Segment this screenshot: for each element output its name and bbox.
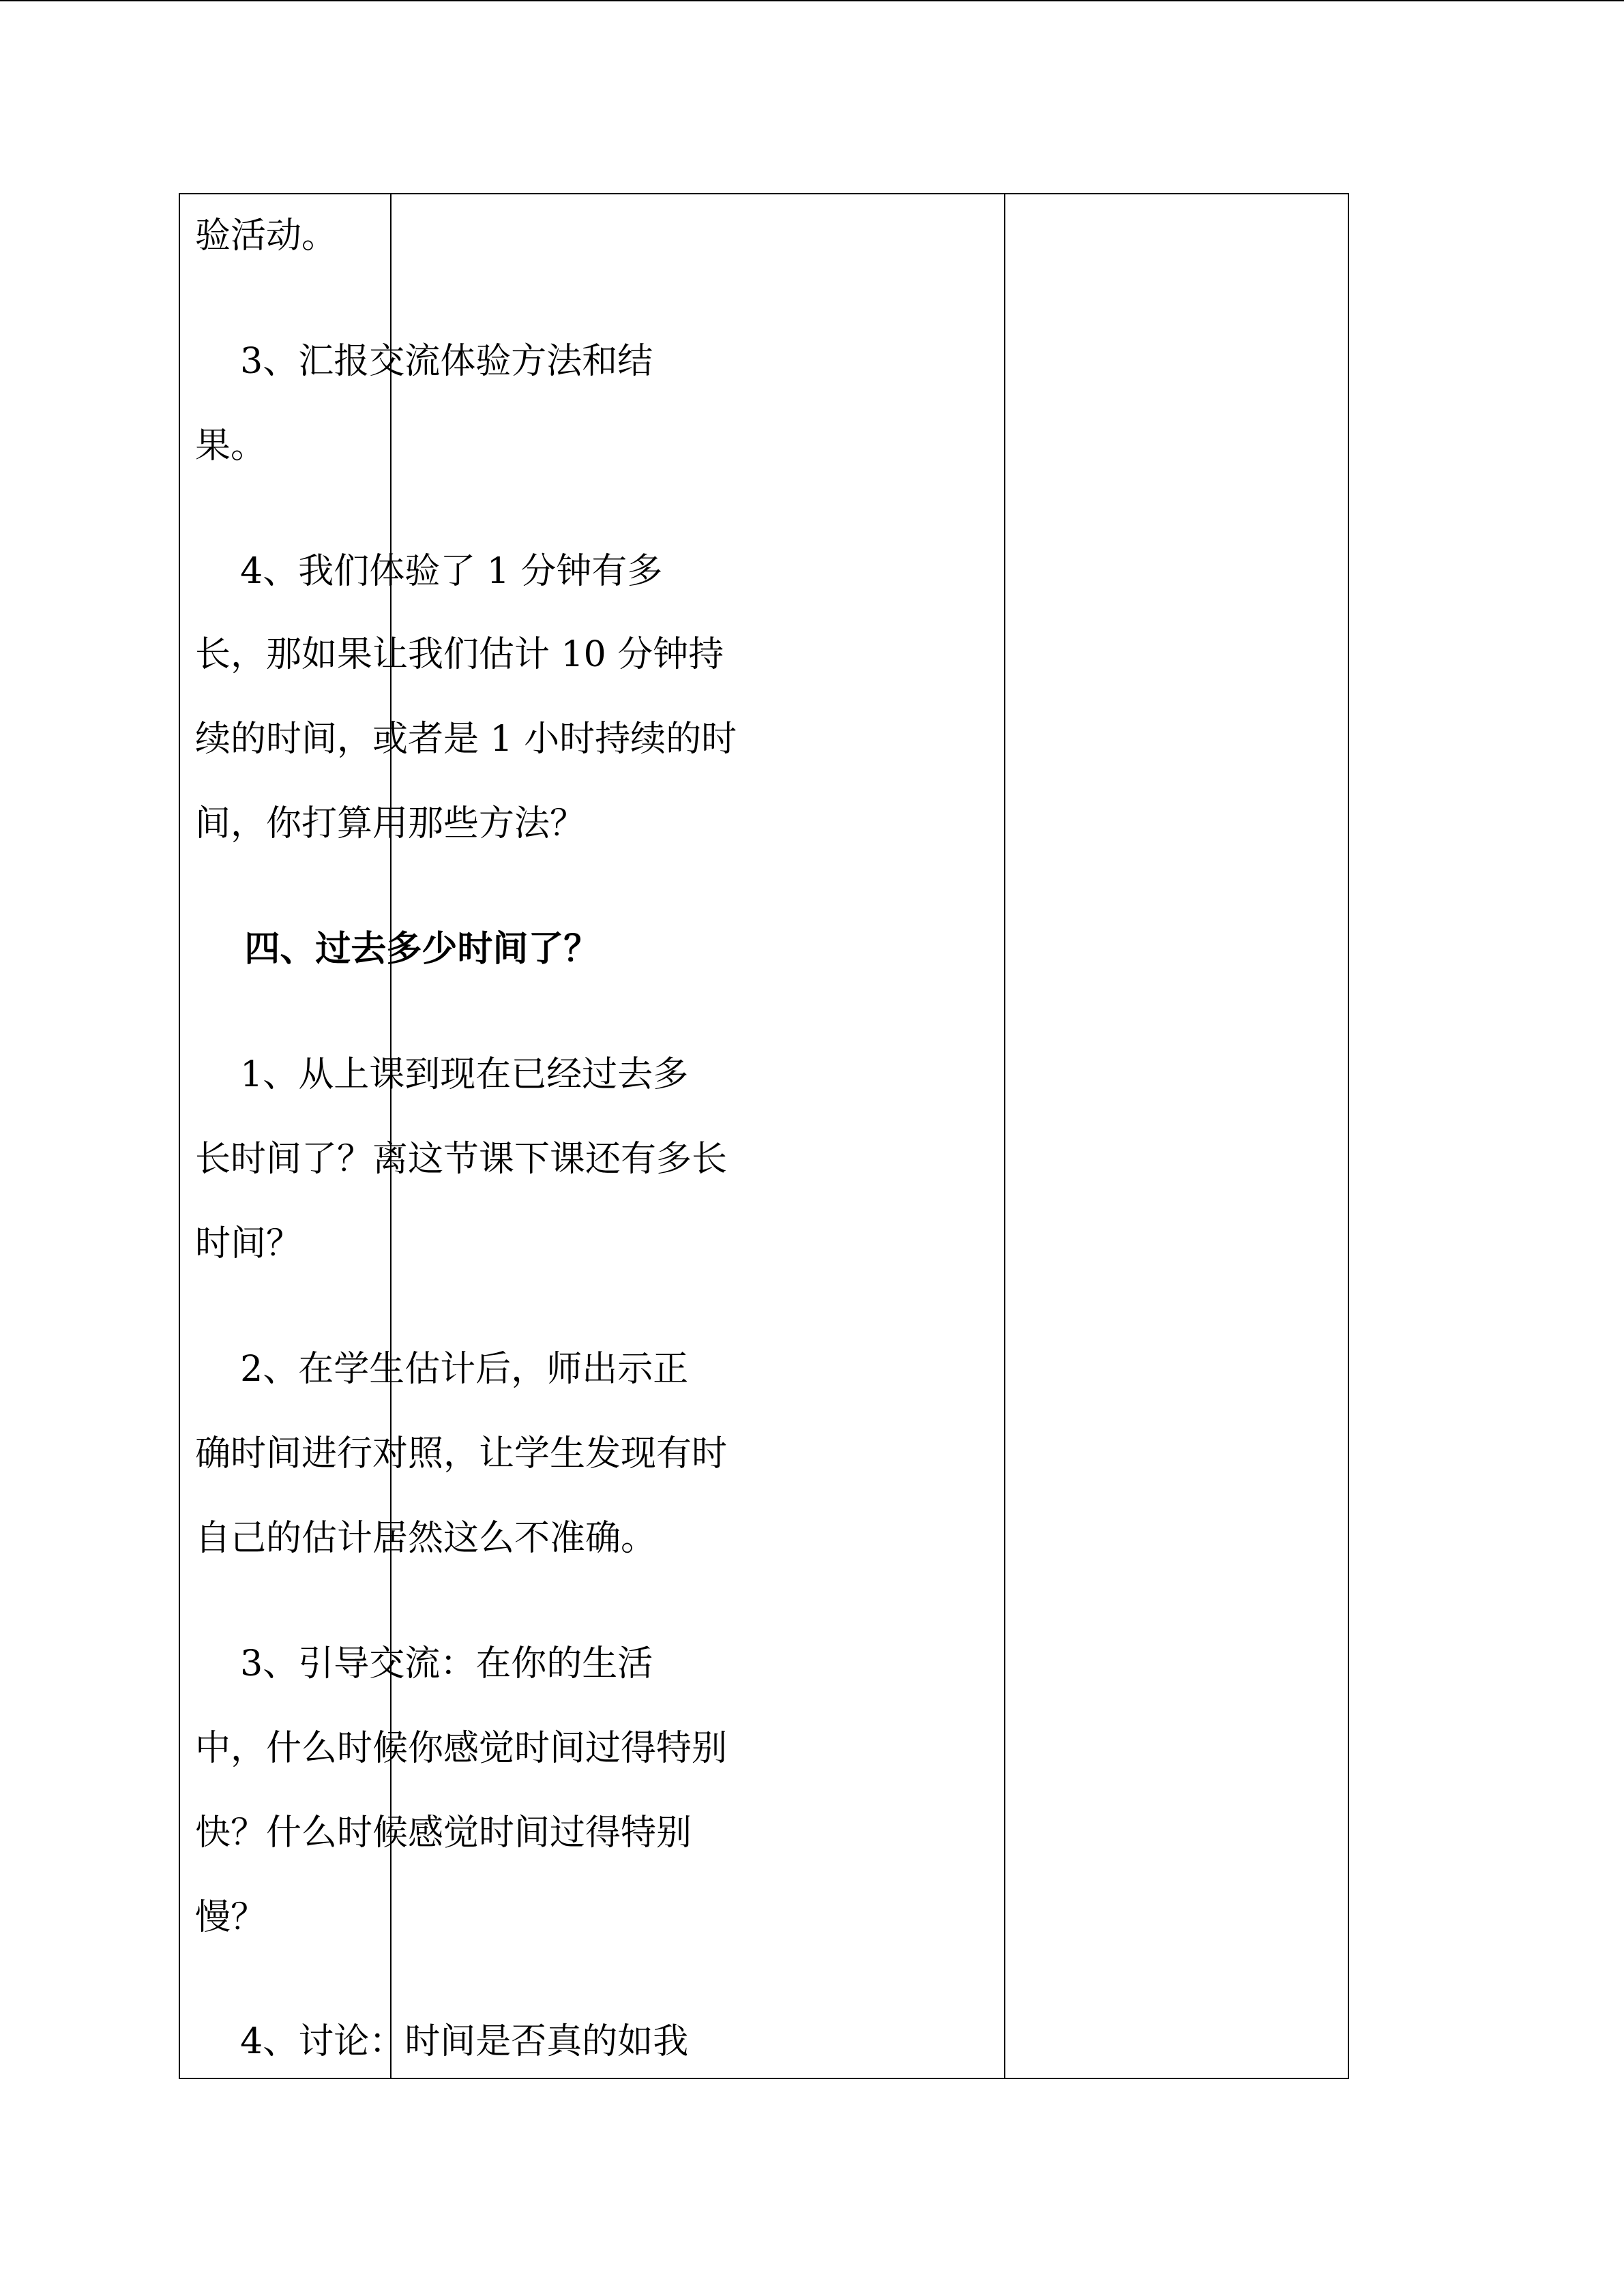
- text-line: 续的时间，或者是 1 小时持续的时: [195, 719, 737, 760]
- text-line: 1、从上课到现在已经过去多: [195, 1054, 689, 1095]
- text-line: 慢？: [195, 1897, 267, 1938]
- text-line: 验活动。: [195, 215, 338, 256]
- text-line: 间，你打算用那些方法？: [195, 803, 586, 844]
- text-line: 中，什么时候你感觉时间过得特别: [195, 1728, 728, 1769]
- table-cell-left: [180, 194, 390, 2078]
- lesson-plan-table: [179, 193, 1349, 2079]
- text-line: 3、引导交流：在你的生活: [195, 1643, 653, 1684]
- table-cell-content: [392, 194, 1004, 2078]
- text-line: 4、讨论：时间是否真的如我: [195, 2021, 689, 2062]
- text-line: 自己的估计居然这么不准确。: [195, 1518, 657, 1559]
- text-line: 长，那如果让我们估计 10 分钟持: [195, 634, 724, 675]
- text-line: 3、汇报交流体验方法和结: [195, 341, 653, 382]
- text-line: 确时间进行对照，让学生发现有时: [195, 1433, 728, 1474]
- section-heading: 四、过去多少时间了？: [195, 928, 600, 970]
- text-line: 长时间了？离这节课下课还有多长: [195, 1139, 728, 1180]
- text-line: 快？什么时候感觉时间过得特别: [195, 1813, 692, 1853]
- text-line: 时间？: [195, 1223, 302, 1264]
- text-line: 果。: [195, 426, 267, 466]
- page-top-border: [0, 0, 1624, 1]
- table-cell-right: [1005, 194, 1349, 2078]
- text-line: 2、在学生估计后，师出示正: [195, 1349, 689, 1390]
- text-line: 4、我们体验了 1 分钟有多: [195, 551, 663, 592]
